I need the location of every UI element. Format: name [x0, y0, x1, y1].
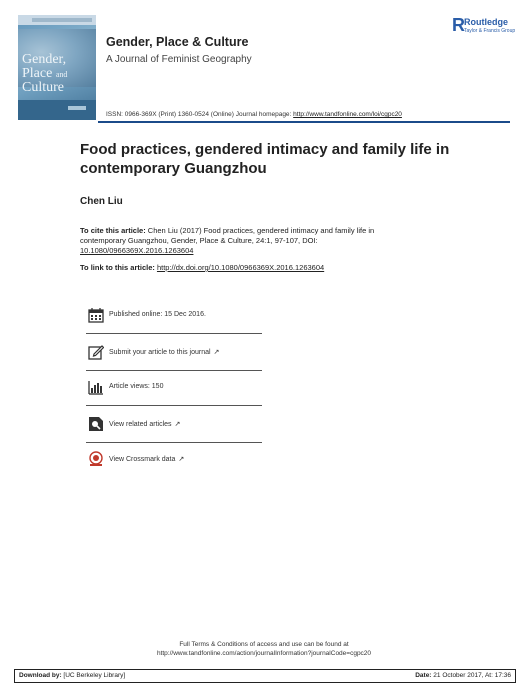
cover-title-line1: Gender, — [22, 52, 67, 67]
journal-title: Gender, Place & Culture — [106, 35, 249, 49]
external-link-icon: ↗ — [178, 456, 185, 463]
journal-homepage-link[interactable]: http://www.tandfonline.com/loi/cgpc20 — [293, 111, 402, 118]
publisher-group: Taylor & Francis Group — [464, 28, 516, 34]
related-articles-link[interactable]: View related articles ↗ — [109, 421, 181, 428]
article-author: Chen Liu — [80, 196, 123, 207]
published-online-row — [86, 299, 262, 334]
terms-footer — [0, 640, 528, 658]
edit-icon — [88, 344, 104, 360]
article-link-line: To link to this article: http://dx.doi.org/10.1080/0966369X.2016.1263604 — [80, 263, 325, 272]
citation-block: To cite this article: Chen Liu (2017) Food practices, gendered intimacy and family life in contemporary Guangzhou, Gender, Place & Culture, 24:1, 97-107, DOI: 10.1080/0966369X.2016.1263604 — [80, 226, 375, 255]
download-info-bar — [14, 669, 516, 683]
submit-article-row[interactable] — [86, 336, 262, 371]
journal-cover — [18, 15, 96, 120]
external-link-icon: ↗ — [174, 421, 181, 428]
article-views-row — [86, 371, 262, 406]
crossmark-icon — [88, 451, 104, 467]
download-date: Date: 21 October 2017, At: 17:36 — [415, 672, 511, 679]
bar-chart-icon — [88, 379, 104, 395]
external-link-icon: ↗ — [213, 349, 220, 356]
citation-doi-link[interactable]: 10.1080/0966369X.2016.1263604 — [80, 246, 194, 255]
terms-url-link[interactable]: http://www.tandfonline.com/action/journalInformation?journalCode=cgpc20 — [156, 650, 372, 657]
publisher-logo[interactable] — [452, 15, 516, 36]
cover-title-line2: Place and — [22, 66, 68, 81]
published-online-label: Published online: 15 Dec 2016. — [109, 311, 206, 318]
cover-title-line4: Culture — [22, 80, 64, 95]
article-doi-link[interactable]: http://dx.doi.org/10.1080/0966369X.2016.1263604 — [156, 263, 325, 272]
routledge-logo-icon: R — [452, 15, 465, 35]
submit-article-link[interactable]: Submit your article to this journal ↗ — [109, 349, 220, 356]
header-rule — [98, 121, 510, 123]
article-views-label: Article views: 150 — [109, 383, 164, 390]
related-articles-row[interactable] — [86, 408, 262, 443]
downloaded-by: Download by: [UC Berkeley Library] — [19, 672, 126, 679]
issn-line: ISSN: 0966-369X (Print) 1360-0524 (Online) Journal homepage: http://www.tandfonline.com/loi/cgpc20 — [106, 111, 402, 118]
calendar-icon — [88, 307, 104, 323]
crossmark-row[interactable] — [86, 443, 262, 477]
terms-line: Full Terms & Conditions of access and use can be found at — [179, 641, 349, 648]
journal-subtitle: A Journal of Feminist Geography — [106, 54, 252, 65]
crossmark-link[interactable]: View Crossmark data ↗ — [109, 456, 185, 463]
publisher-name: Routledge — [464, 17, 508, 27]
search-icon — [88, 416, 104, 432]
article-title: Food practices, gendered intimacy and family life in contemporary Guangzhou — [80, 141, 450, 177]
